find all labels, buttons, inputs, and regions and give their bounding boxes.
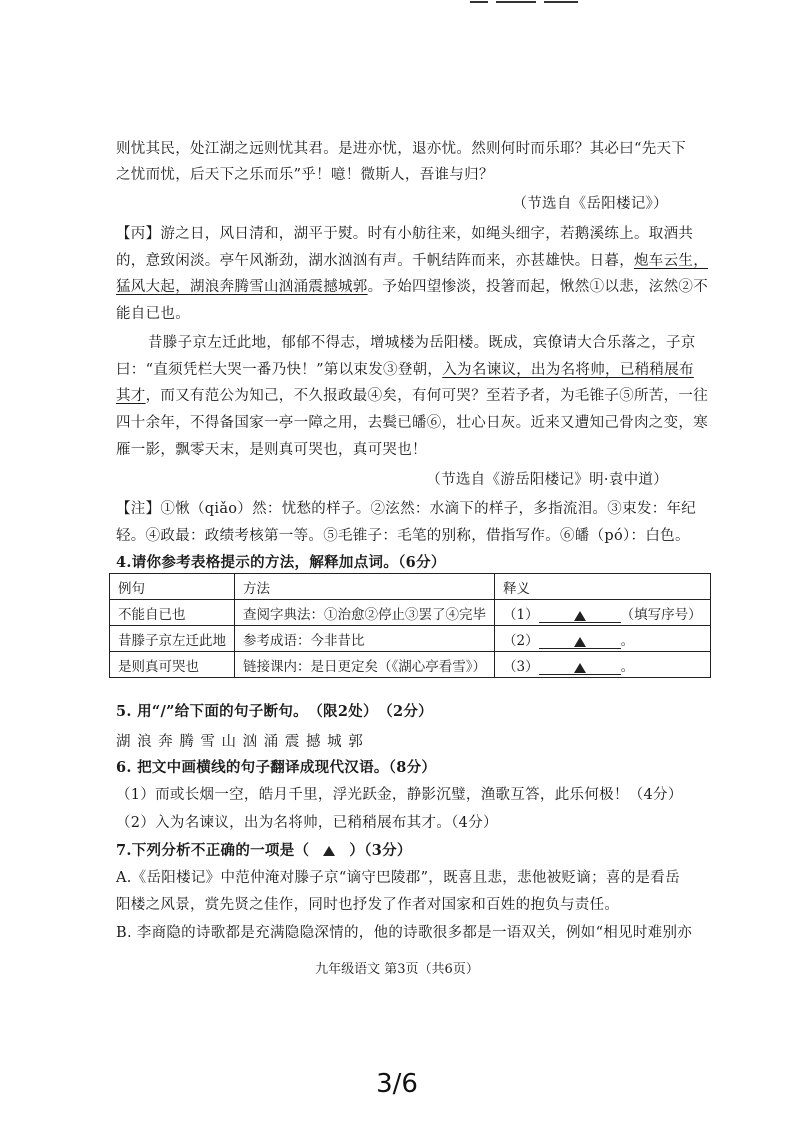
header-example: 例句: [110, 574, 235, 600]
header-meaning: 释义: [495, 574, 711, 600]
passage-a-line: 则忧其民，处江湖之远则忧其君。是进亦忧，退亦忧。然则何时而乐耶？其必曰“先天下: [116, 141, 687, 157]
option-b-line: B. 李商隐的诗歌都是充满隐隐深情的，他的诗歌很多都是一语双关，例如“相见时难别亦: [116, 925, 693, 941]
underlined-sentence: 炮车云生，: [634, 253, 708, 269]
table-row: [110, 600, 711, 626]
passage-c-line: 猛风大起，湖浪奔腾雪山汹涌震撼城郭。予始四望惨淡，投箸而起，愀然①以悲，泫然②不: [116, 279, 709, 295]
triangle-icon: [323, 846, 335, 856]
passage-c-source: （节选自《游岳阳楼记》明·袁中道）: [426, 472, 668, 488]
notes-line: 轻。④政最：政绩考核第一等。⑤毛锥子：毛笔的别称，借指写作。⑥皤（pó）：白色。: [116, 528, 690, 544]
answer-cell[interactable]: （1） （填写序号）: [495, 600, 711, 626]
answer-cell[interactable]: （3） 。: [495, 652, 711, 678]
question-4-title: 4.请你参考表格提示的方法，解释加点词。（6分）: [116, 554, 446, 571]
question-6-item: （2）入为名谏议，出为名将帅，已稍稍展布其才。（4分）: [116, 815, 498, 831]
passage-c-line: 曰：“直须凭栏大哭一番乃快！”第以束发③登朝，入为名谏议，出为名将帅，已稍稍展布: [116, 362, 694, 378]
question-5-title: 5. 用“/”给下面的句子断句。 （限2处） （2分）: [116, 703, 433, 720]
table-row: [110, 652, 711, 678]
passage-c-line: 昔滕子京左迁此地，郁郁不得志，增城楼为岳阳楼。既成，宾僚请大合乐落之，子京: [148, 335, 696, 351]
example-cell: 昔滕子京左迁此地: [110, 626, 235, 652]
table-header-row: [110, 574, 711, 600]
method-cell: 参考成语：今非昔比: [235, 626, 495, 652]
triangle-icon: [574, 637, 586, 647]
page-footer: 九年级语文 第3页（共6页）: [315, 962, 479, 977]
underlined-sentence: 入为名谏议，出为名将帅，已稍稍展布: [442, 362, 694, 378]
notes-line: 【注】①愀（qiǎo）然：忧愁的样子。②泫然：水滴下的样子，多指流泪。③束发：年纪: [116, 501, 697, 517]
question-5-sentence[interactable]: 湖 浪 奔 腾 雪 山 汹 涌 震 撼 城 郭: [116, 734, 364, 750]
answer-blank-3[interactable]: [539, 660, 621, 675]
method-cell: 链接课内：是日更定矣（《湖心亭看雪》）: [235, 652, 495, 678]
example-cell: 是则真可哭也: [110, 652, 235, 678]
question-6-item: （1）而或长烟一空，皓月千里，浮光跃金，静影沉璧，渔歌互答，此乐何极！（4分）: [116, 787, 683, 803]
passage-a-source: （节选自《岳阳楼记》）: [512, 196, 668, 212]
passage-c-line: 的，意致闲淡。亭午风渐劲，湖水汹汹有声。千帆结阵而来，亦甚雄快。日暮，炮车云生，: [116, 253, 708, 269]
page-number: 3/6: [376, 1069, 418, 1099]
underlined-sentence: 猛风大起，湖浪奔腾雪山汹涌震撼城郭: [116, 279, 368, 295]
method-cell: 查阅字典法：①治愈②停止③罢了④完毕: [235, 600, 495, 626]
answer-blank-1[interactable]: [539, 608, 621, 623]
header-method: 方法: [235, 574, 495, 600]
passage-a-line: 之忧而忧，后天下之乐而乐”乎！噫！微斯人，吾谁与归？: [116, 167, 494, 183]
option-a-line: A.《岳阳楼记》中范仲淹对滕子京“谪守巴陵郡”，既喜且悲，悲他被贬谪；喜的是看岳: [116, 870, 680, 886]
passage-c-line: 雁一影，飘零天末，是则真可哭也，真可哭也！: [116, 442, 427, 458]
triangle-icon: [574, 611, 586, 621]
triangle-icon: [574, 663, 586, 673]
answer-cell[interactable]: （2） 。: [495, 626, 711, 652]
underlined-sentence: 其才: [116, 388, 146, 404]
passage-c-line: 【丙】游之日，风日清和，湖平于熨。时有小舫往来，如绳头细字，若鹅溪练上。取酒共: [116, 226, 694, 242]
answer-blank-2[interactable]: [539, 634, 621, 649]
example-cell: 不能自已也: [110, 600, 235, 626]
question-6-title: 6. 把文中画横线的句子翻译成现代汉语。（8分）: [116, 759, 437, 776]
table-row: [110, 626, 711, 652]
passage-c-line: 其才，而又有范公为知己，不久报政最④矣，有何可哭？至若予者，为毛锥子⑤所苦，一往: [116, 388, 709, 404]
q4-table: [109, 573, 711, 678]
question-7-title: 7.下列分析不正确的一项是（ ）（3分）: [116, 842, 412, 859]
passage-c-line: 能自已也。: [116, 306, 190, 322]
option-a-line: 阳楼之风景，赏先贤之佳作，同时也抒发了作者对国家和百姓的抱负与责任。: [116, 897, 620, 913]
passage-c-line: 四十余年，不得备国家一亭一障之用，去鬓已皤⑥，壮心日灰。近来又遭知己骨肉之变，寒: [116, 415, 708, 431]
scan-edge-mark: [470, 0, 590, 6]
